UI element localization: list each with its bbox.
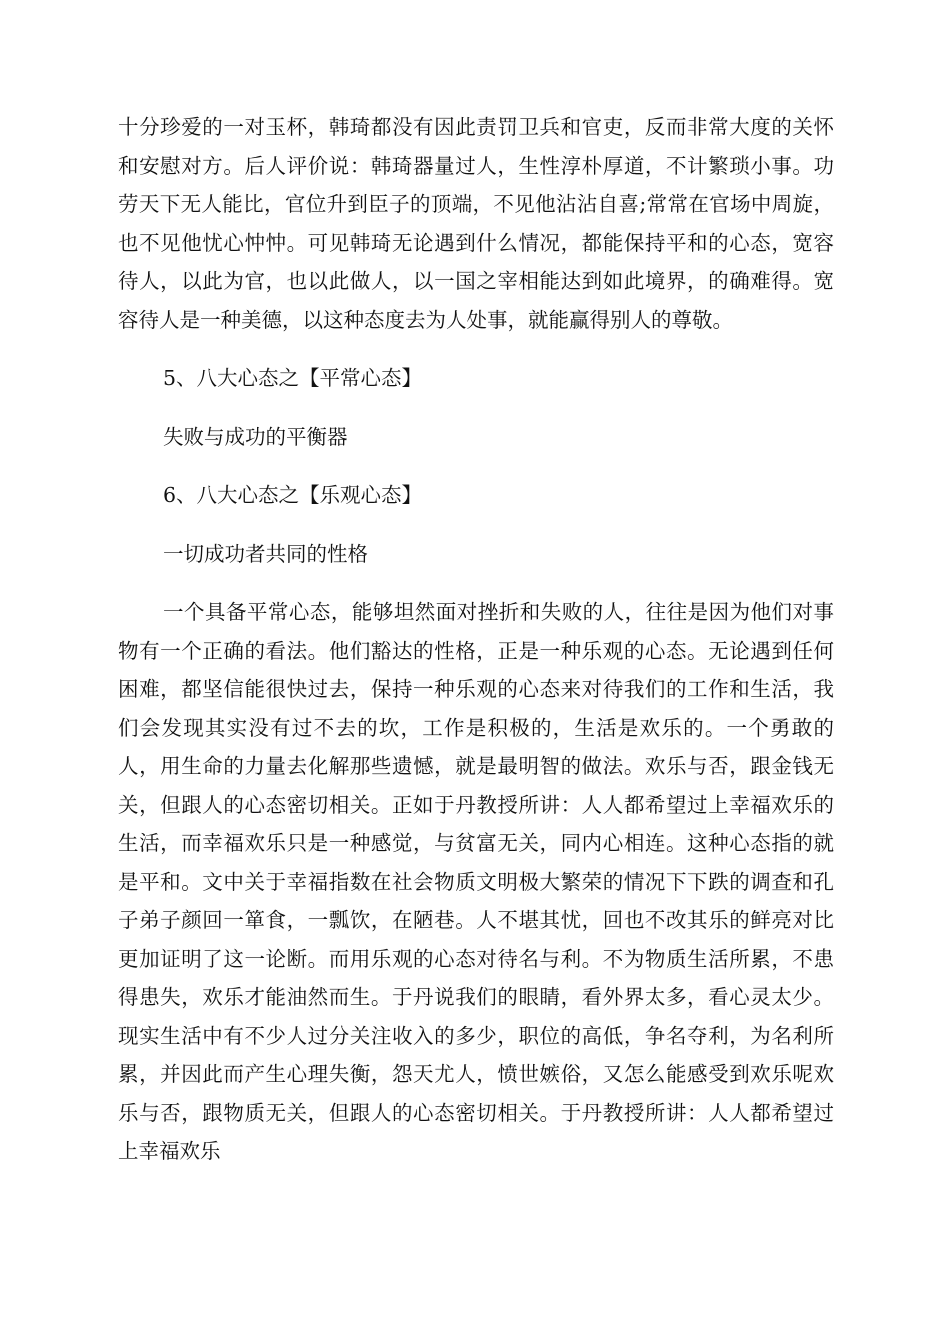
section-heading-5: 5、八大心态之【平常心态】 (163, 366, 423, 390)
paragraph-hanqi-tolerance: 十分珍爱的一对玉杯，韩琦都没有因此责罚卫兵和官吏，反而非常大度的关怀和安慰对方。后人评价说：韩琦器量过人，生性淳朴厚道，不计繁琐小事。功劳天下无人能比，官位升到臣子的顶端，不见他沾沾自喜;常常在官场中周旋，也不见他忧心忡忡。可见韩琦无论遇到什么情况，都能保持平和的心态，宽容待人，以此为官，也以此做人，以一国之宰相能达到如此境界，的确难得。宽容待人是一种美德，以这种态度去为人处事，就能赢得别人的尊敬。 (118, 115, 834, 332)
paragraph-optimism: 一个具备平常心态，能够坦然面对挫折和失败的人，往往是因为他们对事物有一个正确的看法。他们豁达的性格，正是一种乐观的心态。无论遇到任何困难，都坚信能很快过去，保持一种乐观的心态来对待我们的工作和生活，我们会发现其实没有过不去的坎，工作是积极的，生活是欢乐的。一个勇敢的人，用生命的力量去化解那些遗憾，就是最明智的做法。欢乐与否，跟金钱无关，但跟人的心态密切相关。正如于丹教授所讲：人人都希望过上幸福欢乐的生活，而幸福欢乐只是一种感觉，与贫富无关，同内心相连。这种心态指的就是平和。文中关于幸福指数在社会物质文明极大繁荣的情况下下跌的调查和孔子弟子颜回一箪食，一瓢饮，在陋巷。人不堪其忧，回也不改其乐的鲜亮对比更加证明了这一论断。而用乐观的心态对待名与利。不为物质生活所累，不患得患失，欢乐才能油然而生。于丹说我们的眼睛，看外界太多，看心灵太少。现实生活中有不少人过分关注收入的多少，职位的高低，争名夺利，为名利所累，并因此而产生心理失衡，怨天尤人，愤世嫉俗，又怎么能感受到欢乐呢欢乐与否，跟物质无关，但跟人的心态密切相关。于丹教授所讲：人人都希望过上幸福欢乐 (118, 600, 834, 1163)
section-subtitle-6: 一切成功者共同的性格 (163, 541, 368, 566)
section-subtitle-5: 失败与成功的平衡器 (163, 424, 348, 449)
document-page (118, 108, 834, 1191)
section-heading-6: 6、八大心态之【乐观心态】 (163, 483, 423, 507)
